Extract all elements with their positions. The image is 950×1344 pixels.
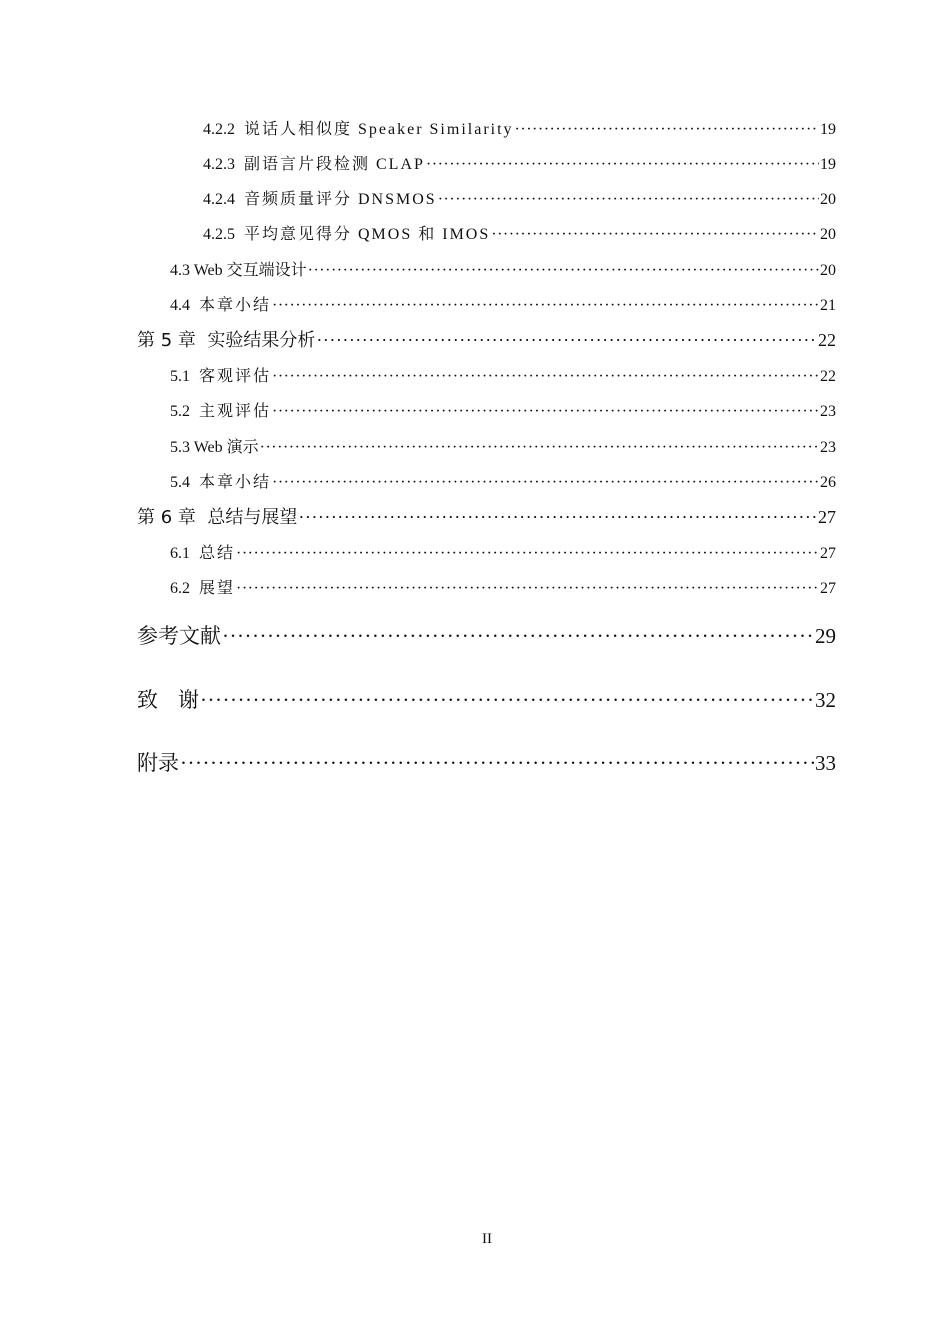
- toc-entry-page: 26: [820, 474, 836, 491]
- toc-entry-page: 23: [820, 439, 836, 456]
- toc-entry-5-1[interactable]: [170, 363, 836, 386]
- dot-leader: [272, 403, 819, 421]
- toc-chapter-title: 致 谢: [137, 688, 200, 712]
- toc-entry-title: 6.2 展望: [170, 580, 236, 597]
- toc-entry-title: 6.1 总结: [170, 545, 236, 562]
- toc-chapter-title: 参考文献: [137, 624, 221, 648]
- dot-leader: [272, 474, 819, 492]
- toc-entry-page: 20: [820, 191, 836, 208]
- toc-entry-page: 27: [820, 545, 836, 562]
- dot-leader: [298, 507, 817, 528]
- toc-entry-title: 5.2 主观评估: [170, 403, 272, 420]
- toc-entry-4-2-5[interactable]: [203, 221, 836, 244]
- toc-entry-4-3[interactable]: [170, 257, 836, 280]
- dot-leader: [272, 368, 819, 386]
- toc-chapter-title: 第 6 章 总结与展望: [137, 507, 298, 528]
- toc-entry-title: 4.2.4 音频质量评分 DNSMOS: [203, 191, 437, 208]
- toc-entry-page: 27: [818, 507, 836, 527]
- dot-leader: [308, 262, 819, 280]
- toc-entry-5-4[interactable]: [170, 469, 836, 492]
- toc-entry-6-1[interactable]: [170, 540, 836, 563]
- toc-chapter-5[interactable]: [137, 326, 836, 352]
- dot-leader: [180, 751, 814, 776]
- dot-leader: [236, 580, 819, 598]
- toc-appendix[interactable]: [137, 747, 836, 777]
- dot-leader: [491, 226, 819, 244]
- toc-entry-page: 27: [820, 580, 836, 597]
- toc-entry-4-4[interactable]: [170, 292, 836, 315]
- toc-entry-5-2[interactable]: [170, 398, 836, 421]
- dot-leader: [236, 545, 819, 563]
- toc-entry-page: 21: [820, 297, 836, 314]
- toc-entry-page: 23: [820, 403, 836, 420]
- toc-references[interactable]: [137, 620, 836, 650]
- dot-leader: [200, 688, 814, 713]
- toc-chapter-title: 附录: [137, 751, 179, 775]
- toc-entry-title: 4.2.5 平均意见得分 QMOS 和 IMOS: [203, 226, 491, 243]
- toc-entry-page: 19: [820, 156, 836, 173]
- toc-entry-page: 32: [815, 688, 836, 712]
- toc-entry-4-2-2[interactable]: [203, 116, 836, 139]
- toc-entry-title: 4.4 本章小结: [170, 297, 272, 314]
- toc-entry-title: 5.3 Web 演示: [170, 439, 259, 456]
- toc-entry-4-2-3[interactable]: [203, 151, 836, 174]
- toc-entry-4-2-4[interactable]: [203, 186, 836, 209]
- toc-chapter-6[interactable]: [137, 503, 836, 529]
- toc-entry-page: 20: [820, 262, 836, 279]
- toc-entry-5-3[interactable]: [170, 434, 836, 457]
- toc-entry-title: 5.1 客观评估: [170, 368, 272, 385]
- toc-entry-title: 4.3 Web 交互端设计: [170, 262, 307, 279]
- toc-entry-title: 5.4 本章小结: [170, 474, 272, 491]
- toc-entry-page: 19: [820, 121, 836, 138]
- dot-leader: [515, 121, 819, 139]
- dot-leader: [260, 439, 819, 457]
- dot-leader: [272, 297, 819, 315]
- dot-leader: [316, 330, 817, 351]
- toc-entry-title: 4.2.3 副语言片段检测 CLAP: [203, 156, 425, 173]
- dot-leader: [222, 624, 814, 649]
- toc-chapter-title: 第 5 章 实验结果分析: [137, 330, 316, 351]
- toc-entry-6-2[interactable]: [170, 575, 836, 598]
- toc-entry-page: 20: [820, 226, 836, 243]
- dot-leader: [426, 156, 819, 174]
- toc-entry-title: 4.2.2 说话人相似度 Speaker Similarity: [203, 121, 514, 138]
- page-number: II: [482, 1231, 492, 1247]
- toc-acknowledgements[interactable]: [137, 684, 836, 714]
- toc-entry-page: 22: [818, 330, 836, 350]
- toc-entry-page: 29: [815, 624, 836, 648]
- toc-entry-page: 22: [820, 368, 836, 385]
- toc-entry-page: 33: [815, 751, 836, 775]
- dot-leader: [438, 191, 819, 209]
